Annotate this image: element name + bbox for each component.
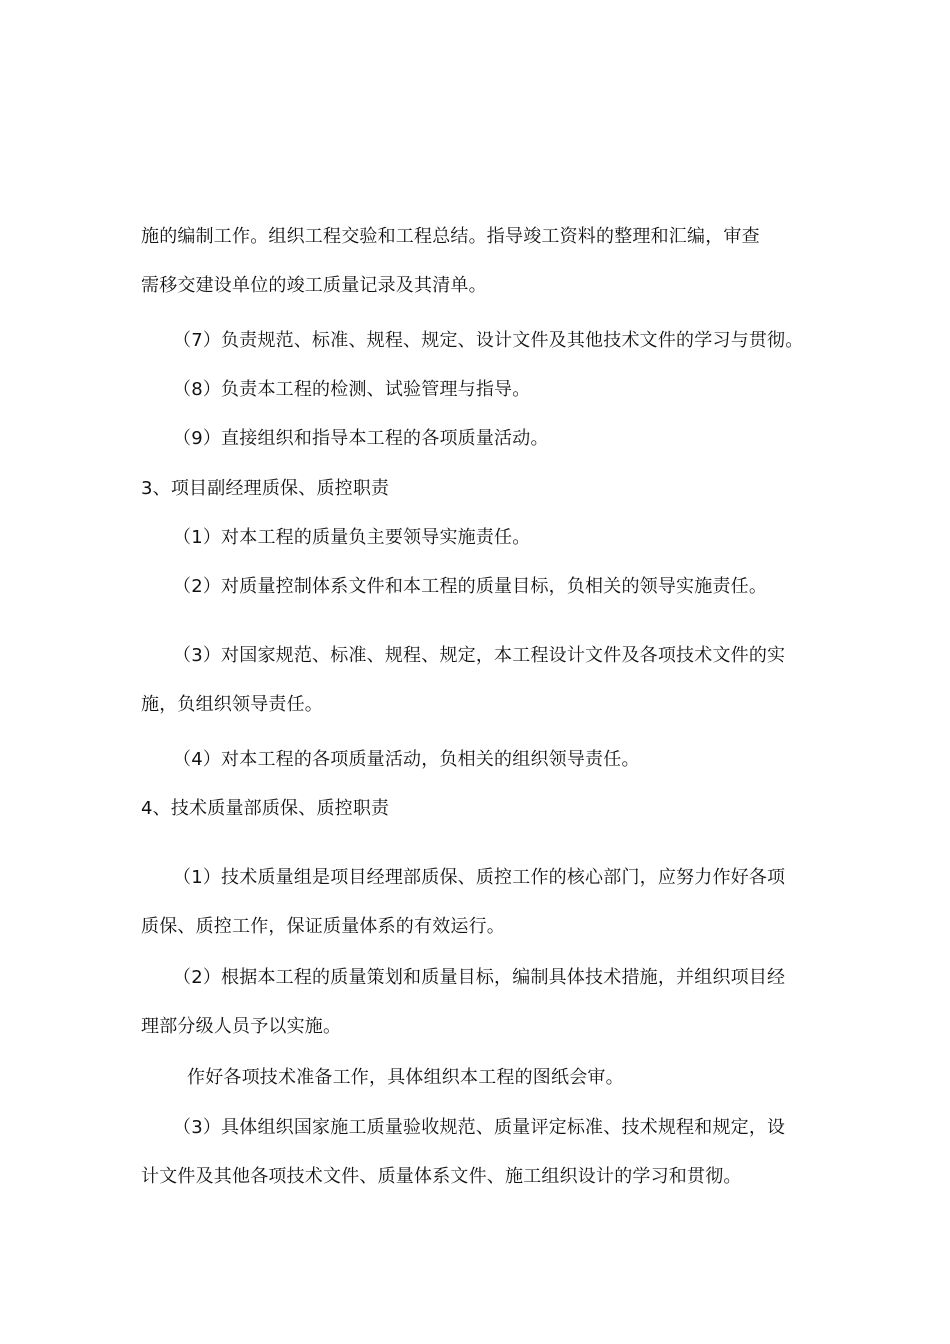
list-item-1: （1）技术质量组是项目经理部质保、质控工作的核心部门，应努力作好各项: [173, 867, 786, 888]
list-item-1: （1）对本工程的质量负主要领导实施责任。: [173, 527, 531, 548]
list-item-2: （2）根据本工程的质量策划和质量目标，编制具体技术措施，并组织项目经: [173, 967, 786, 988]
section-heading-3: 3、项目副经理质保、质控职责: [141, 478, 390, 499]
paragraph-line: 计文件及其他各项技术文件、质量体系文件、施工组织设计的学习和贯彻。: [141, 1166, 742, 1187]
list-item-3: （3）具体组织国家施工质量验收规范、质量评定标准、技术规程和规定，设: [173, 1117, 786, 1138]
list-item-8: （8）负责本工程的检测、试验管理与指导。: [173, 379, 531, 400]
paragraph-line: 理部分级人员予以实施。: [141, 1016, 342, 1037]
paragraph-line: 施的编制工作。组织工程交验和工程总结。指导竣工资料的整理和汇编，审查: [141, 226, 760, 247]
list-item-3: （3）对国家规范、标准、规程、规定，本工程设计文件及各项技术文件的实: [173, 645, 786, 666]
list-item-9: （9）直接组织和指导本工程的各项质量活动。: [173, 428, 549, 449]
paragraph-line: 质保、质控工作，保证质量体系的有效运行。: [141, 916, 505, 937]
paragraph-line: 作好各项技术准备工作，具体组织本工程的图纸会审。: [187, 1067, 624, 1088]
list-item-4: （4）对本工程的各项质量活动，负相关的组织领导责任。: [173, 749, 640, 770]
list-item-2: （2）对质量控制体系文件和本工程的质量目标，负相关的领导实施责任。: [173, 576, 768, 597]
paragraph-line: 施，负组织领导责任。: [141, 694, 323, 715]
section-heading-4: 4、技术质量部质保、质控职责: [141, 798, 390, 819]
paragraph-line: 需移交建设单位的竣工质量记录及其清单。: [141, 275, 487, 296]
list-item-7: （7）负责规范、标准、规程、规定、设计文件及其他技术文件的学习与贯彻。: [173, 330, 804, 351]
